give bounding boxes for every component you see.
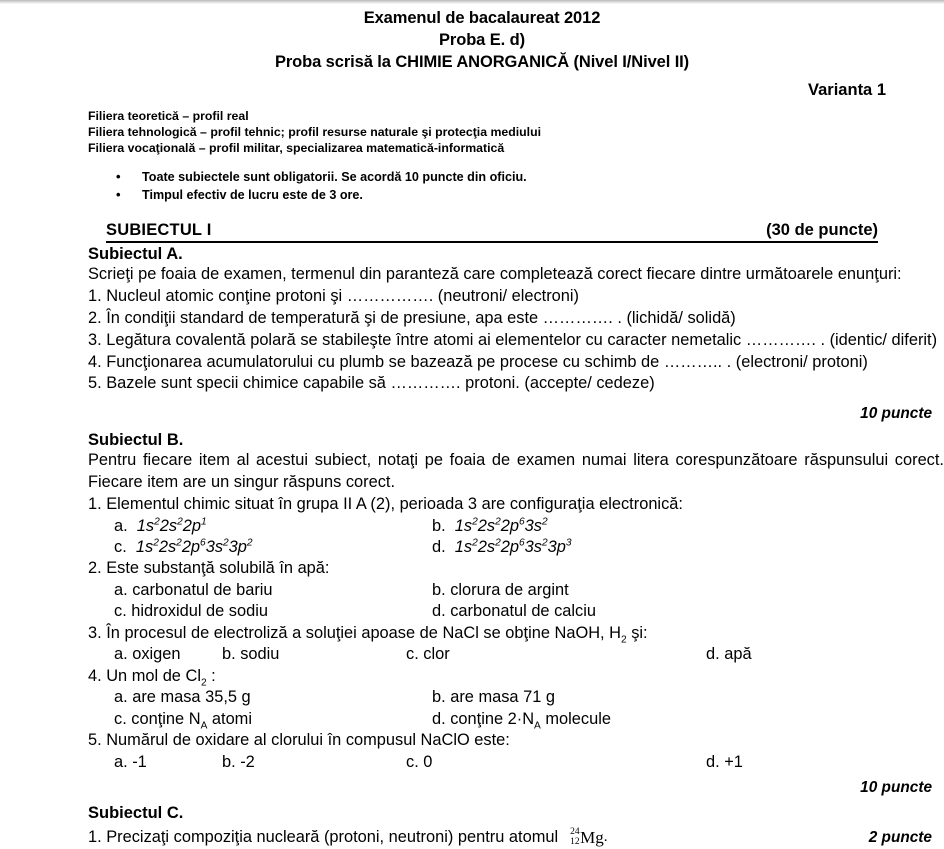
question-2-stem: 2. Este substanţă solubilă în apă: (88, 559, 330, 578)
question-1-option-a: a. $1s^22s^22p^1$ (114, 516, 207, 535)
question-3-options-row (88, 644, 944, 665)
instructions-bullet-list (88, 169, 944, 204)
subiect-a-item-4: 4. Funcţionarea acumulatorului cu plumb se bazează pe procese cu schimb de ……….. . (electroni/ protoni) (88, 352, 868, 371)
question-3-option-c: c. clor (406, 645, 450, 664)
subiect-c-title: Subiectul C. (88, 803, 184, 822)
filiera-tehnologica: Filiera tehnologică – profil tehnic; profil resurse naturale şi protecţia mediului (88, 125, 542, 140)
filiera-teoretica: Filiera teoretică – profil real (88, 108, 249, 123)
question-1-options-row-1 (88, 516, 944, 537)
question-5-option-a: a. -1 (114, 752, 147, 771)
config-a: $1s^22s^22p^1$ (132, 516, 207, 535)
config-d: $1s^22s^22p^63s^23p^3$ (450, 537, 572, 556)
question-4-option-a: a. are masa 35,5 g (114, 688, 251, 707)
question-2-option-c: c. hidroxidul de sodiu (114, 602, 268, 621)
subiect-b-points: 10 puncte (860, 778, 932, 796)
question-1-option-c: c. $1s^22s^22p^63s^23p^2$ (114, 537, 253, 556)
subiect-c-item-1 (88, 826, 944, 849)
subiect-b-question-4 (88, 666, 944, 730)
question-5-stem: 5. Numărul de oxidare al clorului în compusul NaClO este: (88, 730, 510, 749)
question-4-option-b: b. are masa 71 g (432, 688, 556, 707)
question-3-option-a: a. oxigen (114, 645, 181, 664)
subiect-i-heading (106, 221, 878, 243)
isotope-trailing-period: . (603, 829, 608, 846)
config-c: $1s^22s^22p^63s^23p^2$ (131, 537, 253, 556)
question-4-option-d: d. conţine $2\cdot N_A$ molecule (432, 709, 611, 731)
question-2-option-d: d. carbonatul de calciu (432, 602, 597, 621)
question-4-options-row-2 (88, 709, 944, 730)
header-line-proba: Proba E. d) (439, 30, 525, 49)
question-2-options-row-1 (88, 580, 944, 601)
question-1-option-d: d. $1s^22s^22p^63s^23p^3$ (432, 537, 572, 556)
question-1-options-row-2 (88, 537, 944, 558)
bullet-dot-icon: • (116, 169, 121, 185)
subiect-b-question-5 (88, 730, 944, 773)
subiect-c-item-1-points: 2 puncte (868, 829, 932, 846)
question-4-option-c: c. conţine $N_A$ atomi (114, 709, 252, 731)
isotope-magnesium-24 (570, 826, 607, 849)
subiect-a-item-3: 3. Legătura covalentă polară se stabileşte între atomi ai elementelor cu caracter nemetalic …………. . (identic/ diferit) (88, 330, 938, 349)
subiect-a-item-1: 1. Nucleul atomic conţine protoni şi ……………. (neutroni/ electroni) (88, 287, 580, 306)
bullet-text-timp: Timpul efectiv de lucru este de 3 ore. (142, 187, 363, 202)
config-b: $1s^22s^22p^63s^2$ (450, 516, 548, 535)
question-5-option-d: d. +1 (706, 752, 743, 771)
bullet-text-obligatorii: Toate subiectele sunt obligatorii. Se acordă 10 puncte din oficiu. (142, 170, 527, 185)
question-2-option-a: a. carbonatul de bariu (114, 580, 273, 599)
document-header (88, 8, 944, 74)
isotope-atomic-number: 12 (570, 837, 580, 848)
variant-label: Varianta 1 (808, 80, 886, 99)
subiect-a-instruction: Scrieţi pe foaia de examen, termenul din paranteză care completează corect fiecare dintre următoarele enunţuri: (88, 265, 902, 284)
filiera-vocationala: Filiera vocaţională – profil militar, specializarea matematică-informatică (88, 141, 505, 156)
filiera-block (88, 108, 944, 157)
subiect-c-item-1-text: 1. Precizaţi compoziţia nucleară (protoni, neutroni) pentru atomul (88, 828, 559, 846)
question-3-option-d: d. apă (706, 645, 752, 664)
question-5-options-row (88, 752, 944, 773)
subiect-a-item-5: 5. Bazele sunt specii chimice capabile să …………. protoni. (accepte/ cedeze) (88, 374, 655, 393)
page-content (88, 8, 944, 849)
bullet-dot-icon: • (116, 186, 121, 202)
subiect-a-points: 10 puncte (860, 405, 932, 423)
bullet-item-obligatorii (116, 169, 944, 186)
isotope-symbol: Mg (580, 827, 604, 847)
subiect-b-question-2 (88, 558, 944, 622)
scan-edge-artifact (0, 0, 944, 4)
isotope-mass-number: 24 (570, 827, 580, 838)
question-5-option-b: b. -2 (222, 752, 255, 771)
question-2-options-row-2 (88, 601, 944, 622)
subiect-i-points: (30 de puncte) (766, 221, 878, 240)
header-line-subject: Proba scrisă la CHIMIE ANORGANICĂ (Nivel I/Nivel II) (274, 52, 690, 71)
question-5-option-c: c. 0 (406, 752, 433, 771)
question-3-stem: 3. În procesul de electroliză a soluţiei apoase de NaCl se obţine NaOH, $H_2$ şi: (88, 623, 648, 645)
question-1-stem: 1. Elementul chimic situat în grupa II A (2), perioada 3 are configuraţia electronică: (88, 494, 683, 513)
subiect-a-title: Subiectul A. (88, 245, 183, 264)
subiect-a-item-2: 2. În condiţii standard de temperatură şi de presiune, apa este …………. . (lichidă/ solidă) (88, 308, 736, 327)
subiect-b-instruction: Pentru fiecare item al acestui subiect, notaţi pe foaia de examen numai litera corespunzătoare răspunsului corect. Fiecare item are un singur răspuns corect. (88, 451, 944, 492)
question-4-stem: 4. Un mol de $Cl_2$ : (88, 666, 216, 688)
subiect-b-question-3 (88, 623, 944, 666)
question-4-options-row-1 (88, 687, 944, 708)
isotope-indices (570, 828, 580, 847)
header-line-exam: Examenul de bacalaureat 2012 (363, 9, 601, 27)
question-2-option-b: b. clorura de argint (432, 580, 569, 599)
subiect-b-question-1 (88, 494, 944, 558)
subiect-b-title: Subiectul B. (88, 431, 184, 450)
question-3-option-b: b. sodiu (222, 645, 280, 664)
subiect-i-title: SUBIECTUL I (106, 221, 212, 240)
bullet-item-timp (116, 187, 944, 204)
question-1-option-b: b. $1s^22s^22p^63s^2$ (432, 516, 548, 535)
